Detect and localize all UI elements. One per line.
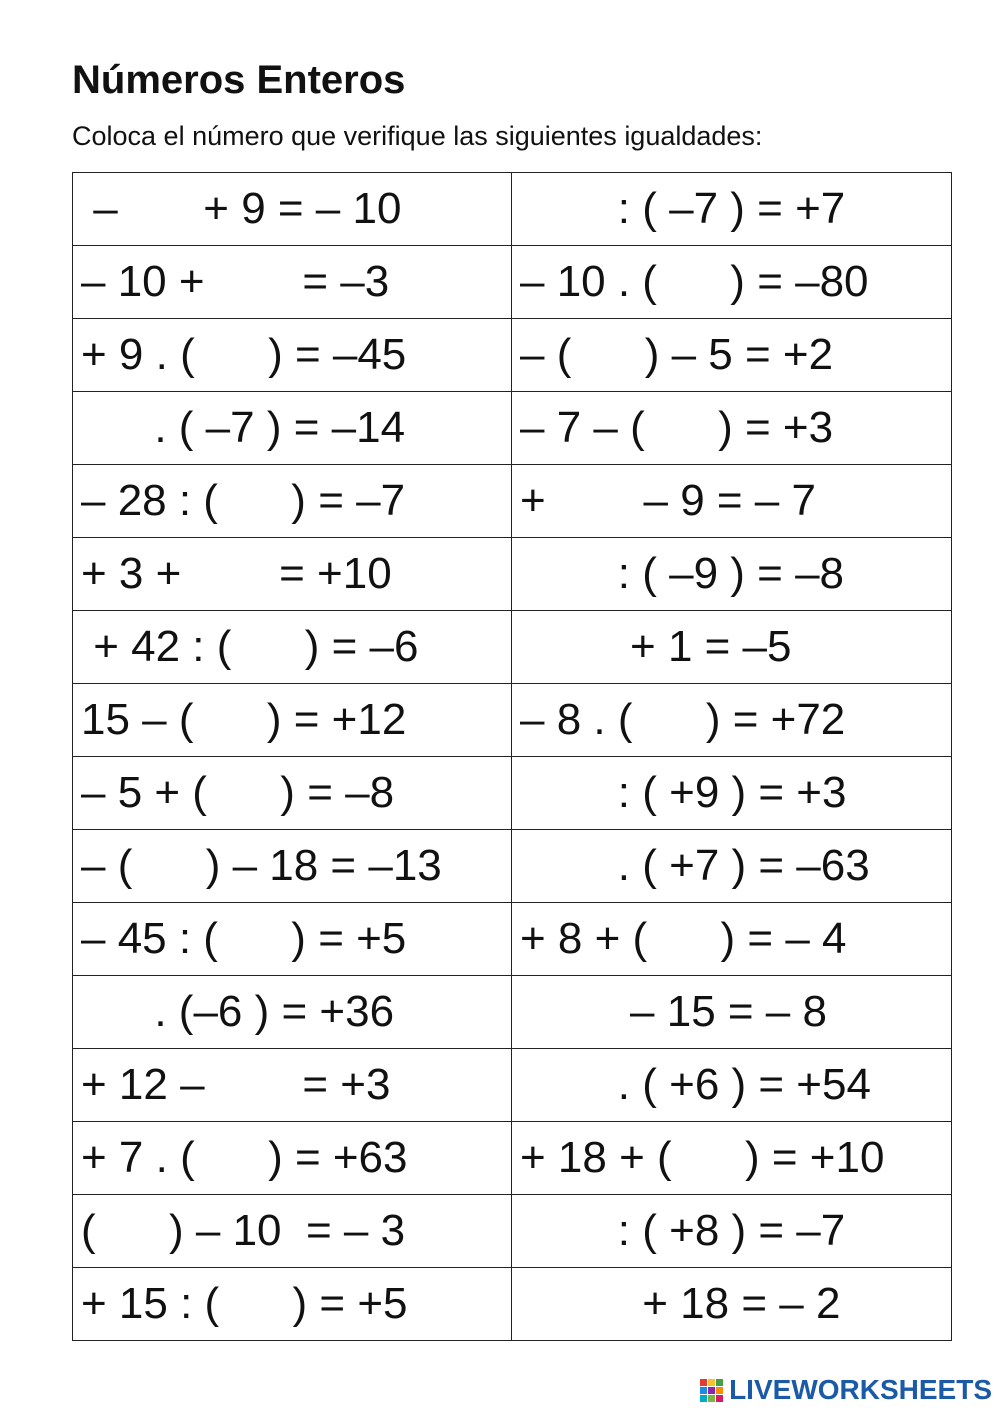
table-row [73,246,952,319]
instruction-text: Coloca el número que verifique las siguientes igualdades: [72,121,763,151]
logo-square [716,1395,723,1402]
equation-cell-right: : ( –9 ) = –8 [512,538,952,611]
equation-cell-left: – 10 + = –3 [73,246,512,319]
equation-cell-right: – 8 . ( ) = +72 [512,684,952,757]
logo-square [708,1387,715,1394]
table-row [73,173,952,246]
equation-cell-left: – 28 : ( ) = –7 [73,465,512,538]
equation-cell-right: – 15 = – 8 [512,976,952,1049]
table-row [73,1268,952,1341]
equation-cell-right: – 7 – ( ) = +3 [512,392,952,465]
equation-cell-right: + 18 + ( ) = +10 [512,1122,952,1195]
equation-cell-right: : ( +9 ) = +3 [512,757,952,830]
equation-cell-right: + 18 = – 2 [512,1268,952,1341]
table-row [73,684,952,757]
logo-square [700,1395,707,1402]
equation-cell-left: – 5 + ( ) = –8 [73,757,512,830]
equation-cell-left: + 12 – = +3 [73,1049,512,1122]
table-row [73,1122,952,1195]
equation-cell-left: + 3 + = +10 [73,538,512,611]
table-row [73,830,952,903]
equation-cell-right: + 8 + ( ) = – 4 [512,903,952,976]
logo-square [716,1379,723,1386]
liveworksheets-brand [700,1375,992,1405]
equation-cell-left: 15 – ( ) = +12 [73,684,512,757]
equation-cell-left: ( ) – 10 = – 3 [73,1195,512,1268]
table-row [73,611,952,684]
page-title: Números Enteros [72,58,406,102]
logo-square [716,1387,723,1394]
equation-cell-right: – 10 . ( ) = –80 [512,246,952,319]
equation-cell-left: . (–6 ) = +36 [73,976,512,1049]
equation-cell-right: : ( –7 ) = +7 [512,173,952,246]
equation-cell-right: + – 9 = – 7 [512,465,952,538]
liveworksheets-logo-icon [700,1379,723,1402]
logo-square [700,1379,707,1386]
equations-table [72,172,952,1341]
equation-cell-left: + 7 . ( ) = +63 [73,1122,512,1195]
equation-cell-left: – ( ) – 18 = –13 [73,830,512,903]
logo-square [708,1379,715,1386]
equation-cell-left: + 15 : ( ) = +5 [73,1268,512,1341]
table-row [73,903,952,976]
equation-cell-right: – ( ) – 5 = +2 [512,319,952,392]
brand-name: LIVEWORKSHEETS [729,1374,992,1405]
equation-cell-right: : ( +8 ) = –7 [512,1195,952,1268]
table-row [73,319,952,392]
equation-cell-left: + 9 . ( ) = –45 [73,319,512,392]
table-row [73,538,952,611]
logo-square [700,1387,707,1394]
equation-cell-left: . ( –7 ) = –14 [73,392,512,465]
equation-cell-left: – 45 : ( ) = +5 [73,903,512,976]
equation-cell-left: – + 9 = – 10 [73,173,512,246]
logo-square [708,1395,715,1402]
equation-cell-right: + 1 = –5 [512,611,952,684]
table-row [73,976,952,1049]
equation-cell-left: + 42 : ( ) = –6 [73,611,512,684]
table-row [73,1195,952,1268]
equation-cell-right: . ( +7 ) = –63 [512,830,952,903]
table-row [73,1049,952,1122]
equation-cell-right: . ( +6 ) = +54 [512,1049,952,1122]
table-row [73,392,952,465]
table-row [73,465,952,538]
table-row [73,757,952,830]
